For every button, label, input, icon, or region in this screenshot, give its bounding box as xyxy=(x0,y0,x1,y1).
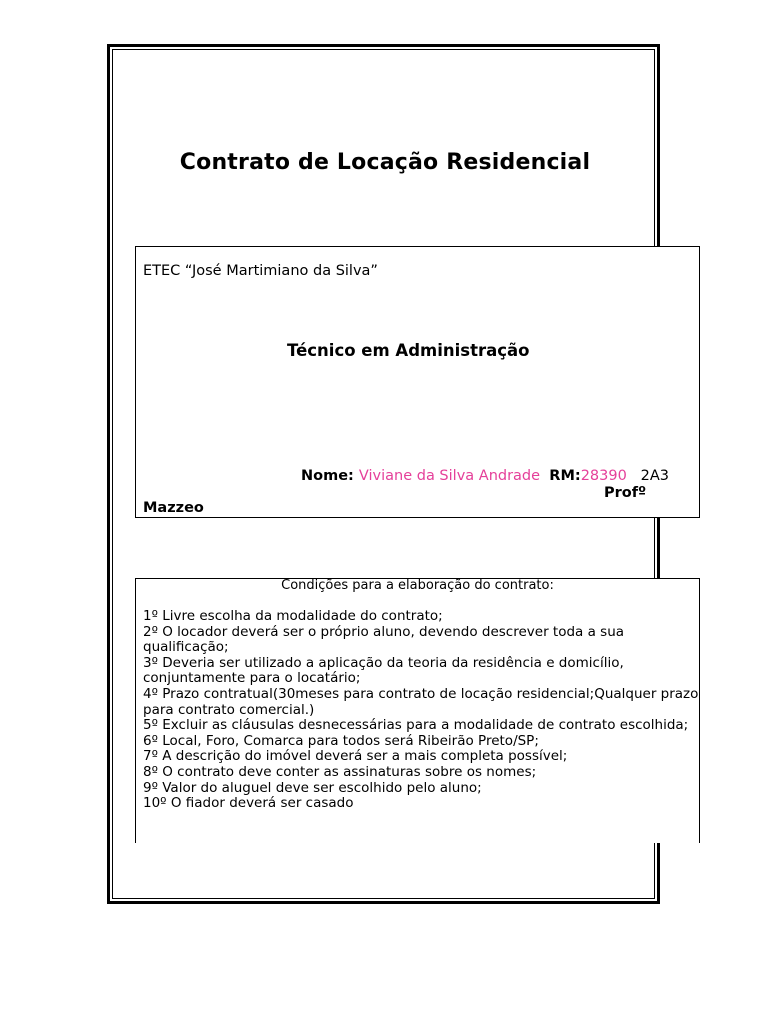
document-title: Contrato de Locação Residencial xyxy=(179,150,591,175)
condition-item: 3º Deveria ser utilizado a aplicação da teoria da residência e domicílio, conjuntamente para o locatário; xyxy=(143,654,624,687)
rm-label: RM: xyxy=(549,468,581,484)
condition-item: 7º A descrição do imóvel deverá ser a mais completa possível; xyxy=(143,748,568,765)
condition-item: 8º O contrato deve conter as assinaturas sobre os nomes; xyxy=(143,763,537,780)
condition-item: 10º O fiador deverá ser casado xyxy=(143,795,354,812)
class-code: 2A3 xyxy=(640,468,670,484)
condition-item: 6º Local, Foro, Comarca para todos será Ribeirão Preto/SP; xyxy=(143,732,539,749)
student-info-box-right-border xyxy=(699,246,700,518)
name-label: Nome: xyxy=(301,468,359,484)
conditions-box-right-border xyxy=(699,578,700,843)
conditions-list xyxy=(143,609,699,812)
condition-item: 5º Excluir as cláusulas desnecessárias para a modalidade de contrato escolhida; xyxy=(143,717,689,734)
teacher-name: Mazzeo xyxy=(143,500,204,516)
student-name: Viviane da Silva Andrade xyxy=(358,468,541,484)
student-line xyxy=(301,468,669,484)
condition-item: 9º Valor do aluguel deve ser escolhido pelo aluno; xyxy=(143,779,482,796)
conditions-heading: Condições para a elaboração do contrato: xyxy=(281,578,554,593)
condition-item: 1º Livre escolha da modalidade do contrato; xyxy=(143,608,443,624)
school-name: ETEC “José Martimiano da Silva” xyxy=(143,263,378,279)
teacher-label: Profº xyxy=(604,485,647,501)
condition-item: 2º O locador deverá ser o próprio aluno, devendo descrever toda a sua qualificação; xyxy=(143,623,625,656)
course-name: Técnico em Administração xyxy=(287,341,530,360)
condition-item: 4º Prazo contratual(30meses para contrato de locação residencial;Qualquer prazo para contrato comercial.) xyxy=(143,685,699,718)
rm-value: 28390 xyxy=(580,468,627,484)
